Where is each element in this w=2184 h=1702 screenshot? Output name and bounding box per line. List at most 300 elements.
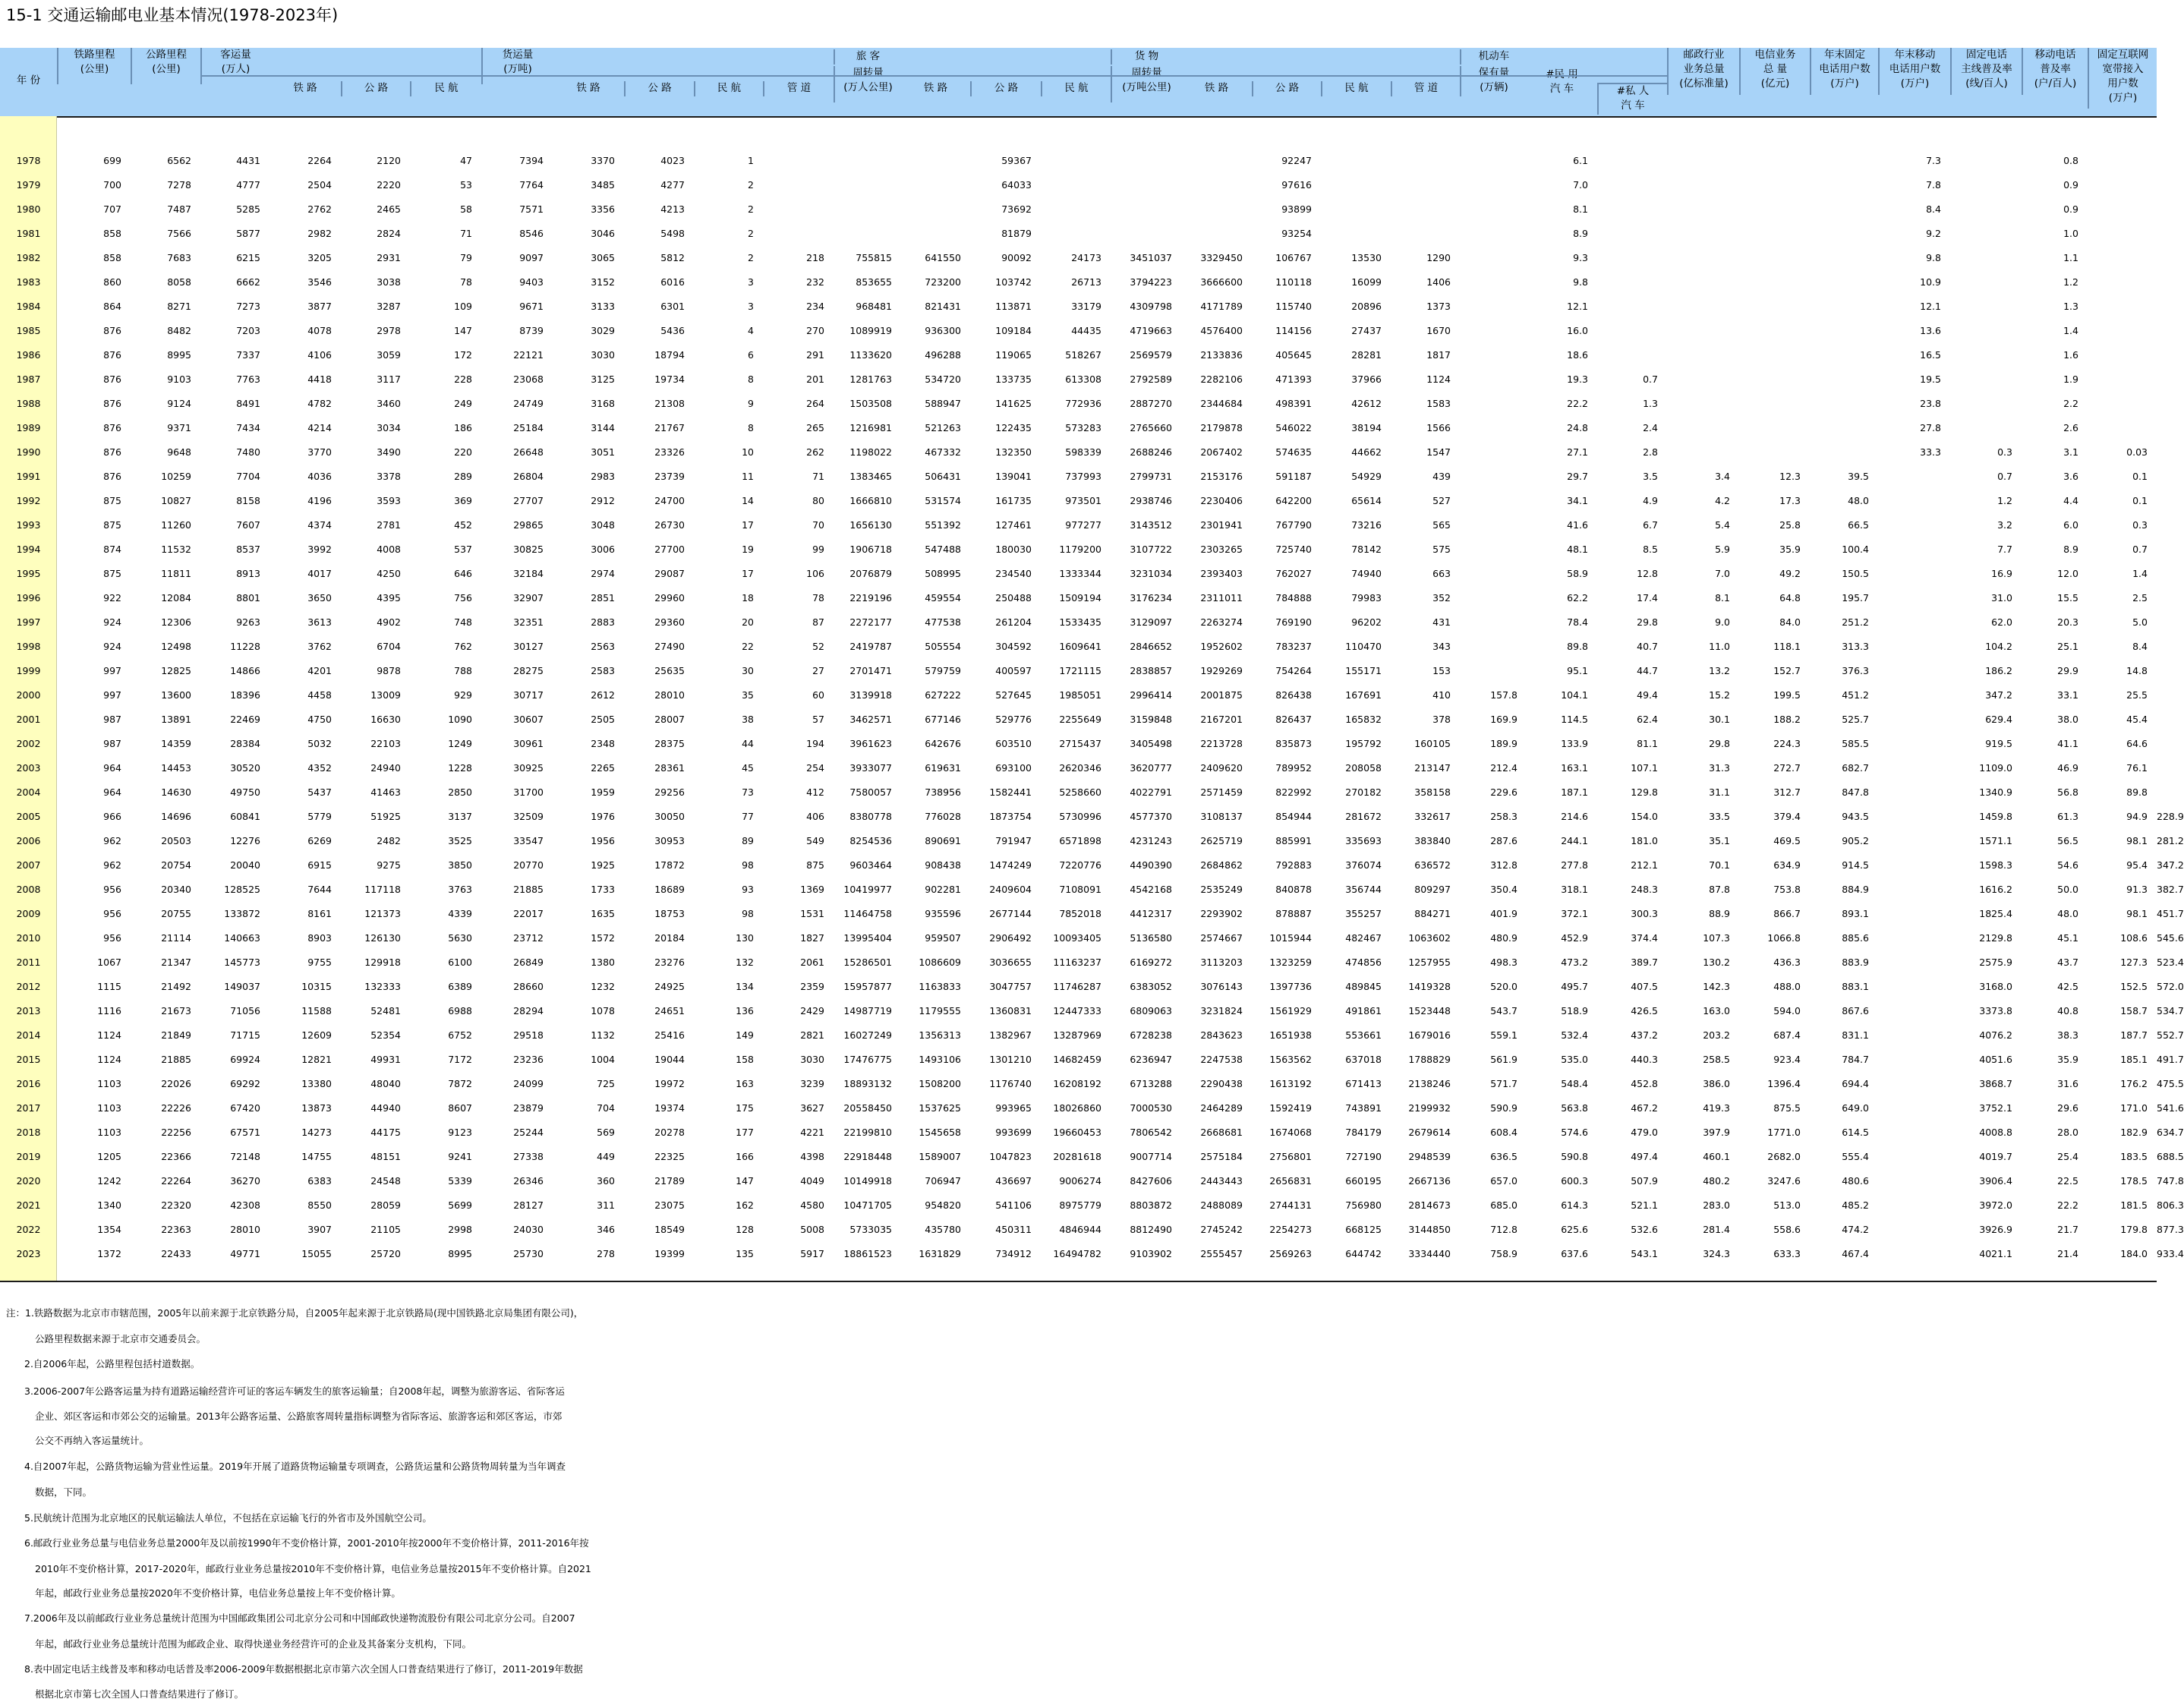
- data-cell: 3176234: [1130, 592, 1172, 604]
- data-cell: 2247538: [1200, 1054, 1243, 1065]
- data-cell: 48040: [370, 1078, 401, 1089]
- data-cell: 451.7: [2157, 908, 2184, 919]
- year-cell: 2000: [16, 689, 41, 701]
- data-cell: 0.9: [2063, 179, 2078, 191]
- data-cell: 6383: [307, 1175, 332, 1187]
- data-cell: 1281763: [849, 373, 892, 385]
- data-cell: 3247.6: [1767, 1175, 1801, 1187]
- data-cell: 1.2: [1997, 495, 2012, 506]
- data-cell: 2575184: [1200, 1151, 1243, 1162]
- data-cell: 7394: [519, 155, 544, 166]
- data-cell: 1078: [591, 1005, 615, 1016]
- data-cell: 265: [806, 422, 824, 433]
- data-cell: 104.1: [1561, 689, 1588, 701]
- data-cell: 25720: [370, 1248, 401, 1259]
- data-cell: 3462571: [849, 714, 892, 725]
- data-cell: 90092: [1001, 252, 1032, 263]
- data-cell: 3034: [377, 422, 401, 433]
- data-cell: 7273: [236, 301, 260, 312]
- data-cell: 186.2: [1985, 665, 2012, 676]
- data-cell: 28010: [654, 689, 685, 701]
- data-cell: 318.1: [1561, 884, 1588, 895]
- data-cell: 2.4: [1643, 422, 1658, 433]
- rule-private-cars: [1597, 83, 1667, 84]
- data-cell: 248.3: [1631, 884, 1658, 895]
- header-fr-air: 民 航: [694, 81, 763, 96]
- data-cell: 22264: [161, 1175, 191, 1187]
- data-cell: 1132: [591, 1029, 615, 1041]
- data-cell: 6016: [660, 276, 685, 288]
- data-cell: 3620777: [1130, 762, 1172, 774]
- data-cell: 4017: [307, 568, 332, 579]
- data-cell: 1679016: [1408, 1029, 1451, 1041]
- data-cell: 23712: [513, 932, 544, 944]
- table-row: [0, 1240, 2184, 1265]
- data-cell: 4171789: [1200, 301, 1243, 312]
- data-cell: 311: [597, 1199, 615, 1211]
- data-cell: 924: [103, 641, 121, 652]
- data-cell: 18753: [654, 908, 685, 919]
- data-cell: 48.0: [1848, 495, 1869, 506]
- data-cell: 498.3: [1490, 957, 1517, 968]
- data-cell: 831.1: [1842, 1029, 1869, 1041]
- data-cell: 19044: [654, 1054, 685, 1065]
- data-cell: 784179: [1345, 1127, 1382, 1138]
- data-cell: 39.5: [1848, 471, 1869, 482]
- data-cell: 4309798: [1130, 301, 1172, 312]
- data-cell: 7683: [167, 252, 191, 263]
- data-cell: 28059: [370, 1199, 401, 1211]
- year-cell: 2001: [16, 714, 41, 725]
- data-cell: 20184: [654, 932, 685, 944]
- data-cell: 71056: [230, 1005, 260, 1016]
- data-cell: 42308: [230, 1199, 260, 1211]
- data-cell: 496288: [925, 349, 961, 361]
- data-cell: 382.7: [2157, 884, 2184, 895]
- data-cell: 2938746: [1130, 495, 1172, 506]
- data-cell: 12.1: [1920, 301, 1941, 312]
- data-cell: 29865: [513, 519, 544, 531]
- data-cell: 506431: [925, 471, 961, 482]
- data-cell: 3763: [448, 884, 472, 895]
- data-cell: 12.1: [1567, 301, 1588, 312]
- data-cell: 704: [597, 1102, 615, 1114]
- data-cell: 4214: [307, 422, 332, 433]
- data-cell: 9648: [167, 446, 191, 458]
- data-cell: 452.8: [1631, 1078, 1658, 1089]
- data-cell: 44.7: [1637, 665, 1658, 676]
- data-cell: 118.1: [1773, 641, 1801, 652]
- data-cell: 1356313: [919, 1029, 961, 1041]
- data-cell: 573283: [1065, 422, 1101, 433]
- data-cell: 8607: [448, 1102, 472, 1114]
- data-cell: 6728238: [1130, 1029, 1172, 1041]
- data-cell: 73692: [1001, 203, 1032, 215]
- year-cell: 2007: [16, 859, 41, 871]
- table-row: [0, 463, 2157, 487]
- data-cell: 884271: [1414, 908, 1451, 919]
- data-cell: 2: [748, 203, 754, 215]
- data-cell: 2230406: [1200, 495, 1243, 506]
- data-cell: 28294: [513, 1005, 544, 1016]
- data-cell: 1090: [448, 714, 472, 725]
- data-cell: 6236947: [1130, 1054, 1172, 1065]
- data-cell: 2344684: [1200, 398, 1243, 409]
- data-cell: 108.6: [2120, 932, 2148, 944]
- data-cell: 313.3: [1842, 641, 1869, 652]
- data-cell: 11464758: [843, 908, 892, 919]
- data-cell: 10093405: [1053, 932, 1101, 944]
- data-cell: 521263: [925, 422, 961, 433]
- data-cell: 9097: [519, 252, 544, 263]
- data-cell: 2996414: [1130, 689, 1172, 701]
- data-cell: 61.3: [2057, 811, 2078, 822]
- data-cell: 2762: [307, 203, 332, 215]
- data-cell: 18: [742, 592, 754, 604]
- data-cell: 0.1: [2132, 471, 2148, 482]
- data-cell: 1613192: [1269, 1078, 1312, 1089]
- data-cell: 10827: [161, 495, 191, 506]
- data-cell: 914.5: [1842, 859, 1869, 871]
- data-cell: 0.3: [1997, 446, 2012, 458]
- data-cell: 3159848: [1130, 714, 1172, 725]
- data-cell: 6562: [167, 155, 191, 166]
- data-cell: 924: [103, 616, 121, 628]
- data-cell: 2688246: [1130, 446, 1172, 458]
- data-cell: 24749: [513, 398, 544, 409]
- data-cell: 20.3: [2057, 616, 2078, 628]
- data-cell: 467.4: [1842, 1248, 1869, 1259]
- data-cell: 5258660: [1059, 786, 1101, 798]
- data-cell: 565: [1432, 519, 1451, 531]
- data-cell: 822992: [1275, 786, 1312, 798]
- data-cell: 7872: [448, 1078, 472, 1089]
- data-cell: 22199810: [843, 1127, 892, 1138]
- data-cell: 147: [454, 325, 472, 336]
- header-postal: 邮政行业 业务总量 (亿标准量): [1667, 48, 1739, 95]
- data-cell: 19374: [654, 1102, 685, 1114]
- data-cell: 28007: [654, 714, 685, 725]
- table-row: [0, 512, 2157, 536]
- data-cell: 3.6: [2063, 471, 2078, 482]
- data-cell: 400597: [995, 665, 1032, 676]
- year-cell: 2010: [16, 932, 41, 944]
- data-cell: 103742: [995, 276, 1032, 288]
- data-cell: 5136580: [1130, 932, 1172, 944]
- data-cell: 3107722: [1130, 544, 1172, 555]
- data-cell: 29087: [654, 568, 685, 579]
- data-cell: 4231243: [1130, 835, 1172, 846]
- data-cell: 18549: [654, 1224, 685, 1235]
- data-cell: 495.7: [1561, 981, 1588, 992]
- data-cell: 195792: [1345, 738, 1382, 749]
- data-cell: 7000530: [1130, 1102, 1172, 1114]
- data-cell: 1571.1: [1979, 835, 2012, 846]
- data-cell: 312.7: [1773, 786, 1801, 798]
- data-cell: 62.2: [1567, 592, 1588, 604]
- data-cell: 835873: [1275, 738, 1312, 749]
- data-cell: 9403: [519, 276, 544, 288]
- data-cell: 1873754: [989, 811, 1032, 822]
- data-cell: 132333: [364, 981, 401, 992]
- table-row: [0, 949, 2184, 973]
- data-cell: 16099: [1351, 276, 1382, 288]
- data-cell: 30607: [513, 714, 544, 725]
- data-cell: 1109.0: [1979, 762, 2012, 774]
- data-cell: 28660: [513, 981, 544, 992]
- data-cell: 41.6: [1567, 519, 1588, 531]
- data-cell: 1: [748, 155, 754, 166]
- data-cell: 6662: [236, 276, 260, 288]
- data-cell: 488.0: [1773, 981, 1801, 992]
- data-cell: 94.9: [2126, 811, 2148, 822]
- table-row: [0, 414, 2157, 439]
- data-cell: 5.9: [1715, 544, 1730, 555]
- data-cell: 426.5: [1631, 1005, 1658, 1016]
- data-cell: 44: [742, 738, 754, 749]
- data-cell: 847.8: [1842, 786, 1869, 798]
- data-cell: 561.9: [1490, 1054, 1517, 1065]
- data-cell: 4196: [307, 495, 332, 506]
- data-cell: 3877: [307, 301, 332, 312]
- data-cell: 2: [748, 228, 754, 239]
- data-cell: 98.1: [2126, 835, 2148, 846]
- data-cell: 185.1: [2120, 1054, 2148, 1065]
- data-cell: 38.3: [2057, 1029, 2078, 1041]
- data-cell: 641550: [925, 252, 961, 263]
- data-cell: 788: [454, 665, 472, 676]
- data-cell: 214.6: [1561, 811, 1588, 822]
- data-cell: 929: [454, 689, 472, 701]
- data-cell: 993965: [995, 1102, 1032, 1114]
- year-cell: 1990: [16, 446, 41, 458]
- data-cell: 37966: [1351, 373, 1382, 385]
- data-cell: 58: [460, 203, 472, 215]
- data-cell: 866.7: [1773, 908, 1801, 919]
- data-cell: 469.5: [1773, 835, 1801, 846]
- data-cell: 35: [742, 689, 754, 701]
- data-cell: 559.1: [1490, 1029, 1517, 1041]
- data-cell: 12.0: [2057, 568, 2078, 579]
- data-cell: 527: [1432, 495, 1451, 506]
- header-road-km: 公路里程 (公里): [131, 48, 200, 84]
- data-cell: 923.4: [1773, 1054, 1801, 1065]
- data-cell: 2682.0: [1767, 1151, 1801, 1162]
- data-cell: 4750: [307, 714, 332, 725]
- data-cell: 725: [597, 1078, 615, 1089]
- data-cell: 627222: [925, 689, 961, 701]
- note-line: 年起，邮政行业业务总量按2020年不变价格计算，电信业务总量按上年不变价格计算。: [35, 1587, 401, 1599]
- data-cell: 30050: [654, 811, 685, 822]
- data-cell: 3125: [591, 373, 615, 385]
- note-line: 3.2006-2007年公路客运量为持有道路运输经营许可证的客运车辆发生的旅客运输量；自2008年起，调整为旅游客运、省际客运: [24, 1385, 565, 1397]
- data-cell: 1959: [591, 786, 615, 798]
- data-cell: 10: [742, 446, 754, 458]
- data-cell: 2620346: [1059, 762, 1101, 774]
- data-cell: 5437: [307, 786, 332, 798]
- data-cell: 706947: [925, 1175, 961, 1187]
- data-cell: 15286501: [843, 957, 892, 968]
- data-cell: 9.3: [1573, 252, 1588, 263]
- data-cell: 67571: [230, 1127, 260, 1138]
- data-cell: 92247: [1281, 155, 1312, 166]
- rule-passenger: [200, 75, 481, 77]
- data-cell: 883.1: [1842, 981, 1869, 992]
- data-cell: 531574: [925, 495, 961, 506]
- data-cell: 10419977: [843, 884, 892, 895]
- data-cell: 278: [597, 1248, 615, 1259]
- data-cell: 663: [1432, 568, 1451, 579]
- data-cell: 3046: [591, 228, 615, 239]
- data-cell: 412: [806, 786, 824, 798]
- year-cell: 2005: [16, 811, 41, 822]
- data-cell: 3405498: [1130, 738, 1172, 749]
- data-cell: 12825: [161, 665, 191, 676]
- data-cell: 9878: [377, 665, 401, 676]
- data-cell: 2978: [377, 325, 401, 336]
- data-cell: 1124: [97, 1029, 121, 1041]
- data-cell: 474856: [1345, 957, 1382, 968]
- data-cell: 4777: [236, 179, 260, 191]
- data-cell: 19734: [654, 373, 685, 385]
- data-cell: 30825: [513, 544, 544, 555]
- table-row: [0, 682, 2157, 706]
- data-cell: 1116: [97, 1005, 121, 1016]
- data-cell: 49931: [370, 1054, 401, 1065]
- data-cell: 8427606: [1130, 1175, 1172, 1187]
- data-cell: 8161: [307, 908, 332, 919]
- data-cell: 608.4: [1490, 1127, 1517, 1138]
- data-cell: 407.5: [1631, 981, 1658, 992]
- data-cell: 8.9: [1573, 228, 1588, 239]
- data-cell: 133735: [995, 373, 1032, 385]
- data-cell: 69292: [230, 1078, 260, 1089]
- data-cell: 437.2: [1631, 1029, 1658, 1041]
- data-cell: 134: [736, 981, 754, 992]
- data-cell: 594.0: [1773, 1005, 1801, 1016]
- data-cell: 518267: [1065, 349, 1101, 361]
- data-cell: 379.4: [1773, 811, 1801, 822]
- data-cell: 505554: [925, 641, 961, 652]
- table-row: [0, 998, 2184, 1022]
- data-cell: 3047757: [989, 981, 1032, 992]
- data-cell: 575: [1432, 544, 1451, 555]
- data-cell: 22.2: [1567, 398, 1588, 409]
- data-cell: 234540: [995, 568, 1032, 579]
- data-cell: 22433: [161, 1248, 191, 1259]
- data-cell: 3143512: [1130, 519, 1172, 531]
- data-cell: 9263: [236, 616, 260, 628]
- data-cell: 15.5: [2057, 592, 2078, 604]
- data-cell: 762027: [1275, 568, 1312, 579]
- data-cell: 17872: [654, 859, 685, 871]
- table-row: [0, 876, 2184, 900]
- data-cell: 8.4: [1926, 203, 1941, 215]
- data-cell: 21885: [161, 1054, 191, 1065]
- table-row: [0, 196, 2157, 220]
- year-cell: 2004: [16, 786, 41, 798]
- data-cell: 2931: [377, 252, 401, 263]
- data-cell: 3239: [800, 1078, 824, 1089]
- data-cell: 3036655: [989, 957, 1032, 968]
- data-cell: 2667136: [1408, 1175, 1451, 1187]
- data-cell: 22.5: [2057, 1175, 2078, 1187]
- data-cell: 694.4: [1842, 1078, 1869, 1089]
- data-cell: 471393: [1275, 373, 1312, 385]
- data-cell: 876: [103, 349, 121, 361]
- data-cell: 4036: [307, 471, 332, 482]
- data-cell: 8.9: [2063, 544, 2078, 555]
- data-cell: 389.7: [1631, 957, 1658, 968]
- data-cell: 49.4: [1637, 689, 1658, 701]
- data-cell: 7.0: [1715, 568, 1730, 579]
- table-row: [0, 1192, 2184, 1216]
- data-cell: 38194: [1351, 422, 1382, 433]
- data-cell: 452.9: [1561, 932, 1588, 944]
- data-cell: 543.7: [1490, 1005, 1517, 1016]
- data-cell: 1004: [591, 1054, 615, 1065]
- data-cell: 3770: [307, 446, 332, 458]
- data-cell: 87.8: [1709, 884, 1730, 895]
- data-cell: 20: [742, 616, 754, 628]
- header-gt-road: 公 路: [1252, 81, 1321, 96]
- data-cell: 0.1: [2132, 495, 2148, 506]
- data-cell: 27490: [654, 641, 685, 652]
- data-cell: 163: [736, 1078, 754, 1089]
- data-cell: 452: [454, 519, 472, 531]
- data-cell: 1124: [1426, 373, 1451, 385]
- data-cell: 4431: [236, 155, 260, 166]
- data-cell: 2293902: [1200, 908, 1243, 919]
- rule-vehicles: [1460, 75, 1667, 77]
- data-cell: 70: [812, 519, 824, 531]
- data-cell: 3373.8: [1979, 1005, 2012, 1016]
- data-cell: 2668681: [1200, 1127, 1243, 1138]
- data-cell: 201: [806, 373, 824, 385]
- data-cell: 149: [736, 1029, 754, 1041]
- data-cell: 1103: [97, 1078, 121, 1089]
- data-cell: 642676: [925, 738, 961, 749]
- data-cell: 9007714: [1130, 1151, 1172, 1162]
- data-cell: 160105: [1414, 738, 1451, 749]
- table-row: [0, 1168, 2184, 1192]
- data-cell: 1.4: [2063, 325, 2078, 336]
- data-cell: 250488: [995, 592, 1032, 604]
- data-cell: 33.3: [1920, 446, 1941, 458]
- data-cell: 2488089: [1200, 1199, 1243, 1211]
- data-cell: 1583: [1426, 398, 1451, 409]
- data-cell: 13.6: [1920, 325, 1941, 336]
- rule-freight: [481, 75, 834, 77]
- data-cell: 783237: [1275, 641, 1312, 652]
- data-cell: 1547: [1426, 446, 1451, 458]
- data-cell: 91.3: [2126, 884, 2148, 895]
- data-cell: 4576400: [1200, 325, 1243, 336]
- data-cell: 4213: [660, 203, 685, 215]
- table-row: [0, 366, 2157, 390]
- data-cell: 251.2: [1842, 616, 1869, 628]
- data-cell: 332617: [1414, 811, 1451, 822]
- data-cell: 8158: [236, 495, 260, 506]
- data-cell: 132: [736, 957, 754, 968]
- data-cell: 19972: [654, 1078, 685, 1089]
- data-cell: 1133620: [849, 349, 892, 361]
- data-cell: 748: [454, 616, 472, 628]
- data-cell: 1.2: [2063, 276, 2078, 288]
- data-cell: 27.8: [1920, 422, 1941, 433]
- data-cell: 1635: [591, 908, 615, 919]
- table-row: [0, 657, 2157, 682]
